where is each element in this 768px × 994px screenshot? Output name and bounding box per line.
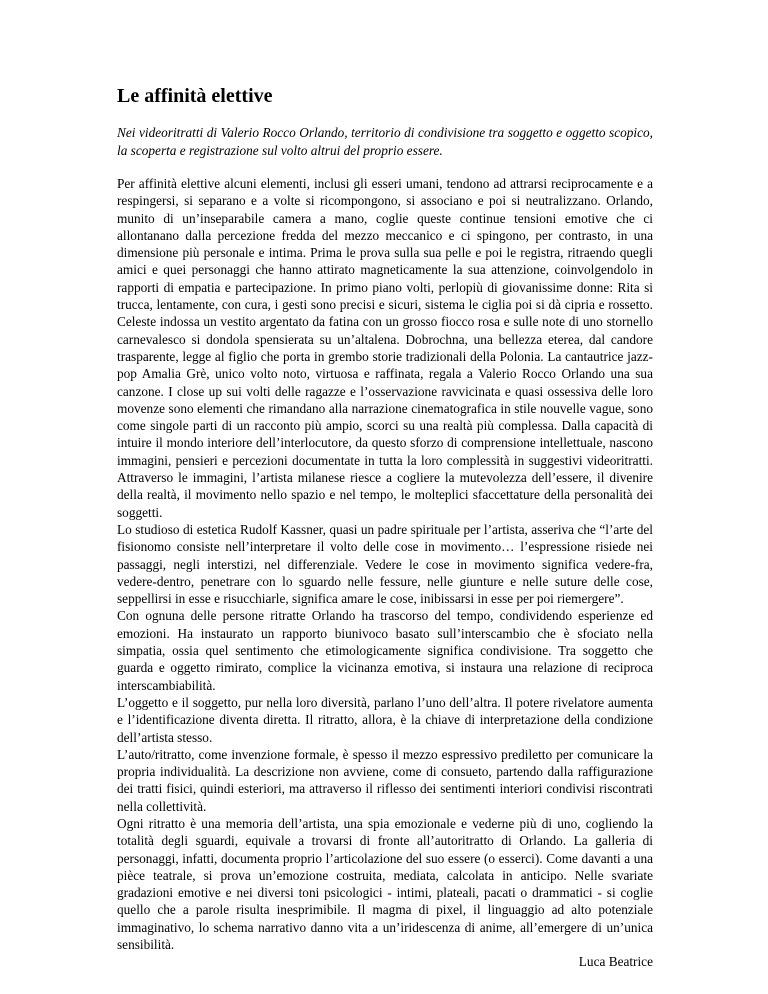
paragraph-2: Lo studioso di estetica Rudolf Kassner, quasi un padre spirituale per l’artista, asseriva che “l’arte del fisionomo consiste nell’interpretare il volto delle cose in movimento… l’espressione risiede nei passaggi, negli interstizi, nel differenziale. Vedere le cose in movimento significa vedere-fra, vedere-dentro, penetrare con lo sguardo nelle fessure, nelle giunture e nelle suture delle cose, seppellirsi in esse e risucchiarle, significa amare le cose, inibissarsi in esse per poi riemergere”. bbox=[117, 521, 653, 607]
author-signature: Luca Beatrice bbox=[578, 954, 653, 970]
paragraph-1: Per affinità elettive alcuni elementi, inclusi gli esseri umani, tendono ad attrarsi reciprocamente e a respingersi, si separano e a volte si ricompongono, si associano e poi si neutralizzano. Orlando, munito di un’inseparabile camera a mano, coglie queste continue tensioni emotive che ci allontanano dalla percezione fredda del mezzo meccanico e ci spingono, per contrasto, in una dimensione più personale e intima. Prima le prova sulla sua pelle e poi le registra, ritraendo quegli amici e quei personaggi che hanno attirato magneticamente la sua attenzione, coinvolgendolo in rapporti di empatia e partecipazione. In primo piano volti, perlopiù di giovanissime donne: Rita si trucca, lentamente, con cura, i gesti sono precisi e sicuri, sistema le ciglia poi si dà cipria e rossetto. Celeste indossa un vestito argentato da fatina con un grosso fiocco rosa e sulle note di uno stornello carnevalesco si dondola spensierata su un’altalena. Dobrochna, una bellezza eterea, dal candore trasparente, legge al figlio che porta in grembo storie tradizionali della Polonia. La cantautrice jazz-pop Amalia Grè, unico volto noto, virtuosa e raffinata, regala a Valerio Rocco Orlando una sua canzone. I close up sui volti delle ragazze e l’osservazione ravvicinata e quasi ossessiva delle loro movenze sono elementi che rimandano alla narrazione cinematografica in stile nouvelle vague, sono come singole parti di un racconto più ampio, scorci su una realtà più complessa. Dalla capacità di intuire il mondo interiore dell’interlocutore, da questo sforzo di comprensione intellettuale, nascono immagini, pensieri e percezioni documentate in tutta la loro complessità in suggestivi videoritratti. Attraverso le immagini, l’artista milanese riesce a cogliere la mutevolezza dell’essere, il divenire della realtà, il movimento nello spazio e nel tempo, le molteplici sfaccettature della personalità dei soggetti. bbox=[117, 176, 653, 520]
article-subtitle: Nei videoritratti di Valerio Rocco Orlando, territorio di condivisione tra soggetto e oggetto scopico, la scoperta e registrazione sul volto altrui del proprio essere. bbox=[117, 125, 653, 158]
document-page bbox=[117, 84, 653, 971]
paragraph-3: Con ognuna delle persone ritratte Orlando ha trascorso del tempo, condividendo esperienze ed emozioni. Ha instaurato un rapporto biunivoco basato sull’interscambio che è sfociato nella simpatia, ossia quel sentimento che etimologicamente significa condivisione. Tra soggetto che guarda e oggetto rimirato, complice la vicinanza emotiva, si instaura una relazione di reciproca interscambiabilità. bbox=[117, 608, 653, 693]
paragraph-5: L’auto/ritratto, come invenzione formale, è spesso il mezzo espressivo prediletto per comunicare la propria individualità. La descrizione non avviene, come di consueto, partendo dalla raffigurazione dei tratti fisici, quindi esteriori, ma attraverso il riflesso dei sentimenti interiori condivisi riscontrati nella collettività. bbox=[117, 746, 653, 814]
article-title: Le affinità elettive bbox=[117, 85, 273, 107]
article-body bbox=[117, 175, 653, 971]
paragraph-6: Ogni ritratto è una memoria dell’artista, una spia emozionale e vederne più di uno, cogliendo la totalità degli sguardi, equivale a trovarsi di fronte all’autoritratto di Orlando. La galleria di personaggi, infatti, documenta proprio l’articolazione del suo essere (o esserci). Come davanti a una pièce teatrale, si prova un’emozione costruita, mediata, calcolata in anticipo. Nelle svariate gradazioni emotive e nei diversi toni psicologici - intimi, plateali, pacati o drammatici - si coglie quello che a parole risulta inesprimibile. Il magma di pixel, il linguaggio ad alto potenziale immaginativo, lo schema narrativo danno vita a un’iridescenza di anime, all’emergere di un’unica sensibilità. bbox=[117, 815, 653, 953]
paragraph-4: L’oggetto e il soggetto, pur nella loro diversità, parlano l’uno dell’altra. Il potere rivelatore aumenta e l’identificazione diventa diretta. Il ritratto, allora, è la chiave di interpretazione della condizione dell’artista stesso. bbox=[117, 694, 653, 745]
